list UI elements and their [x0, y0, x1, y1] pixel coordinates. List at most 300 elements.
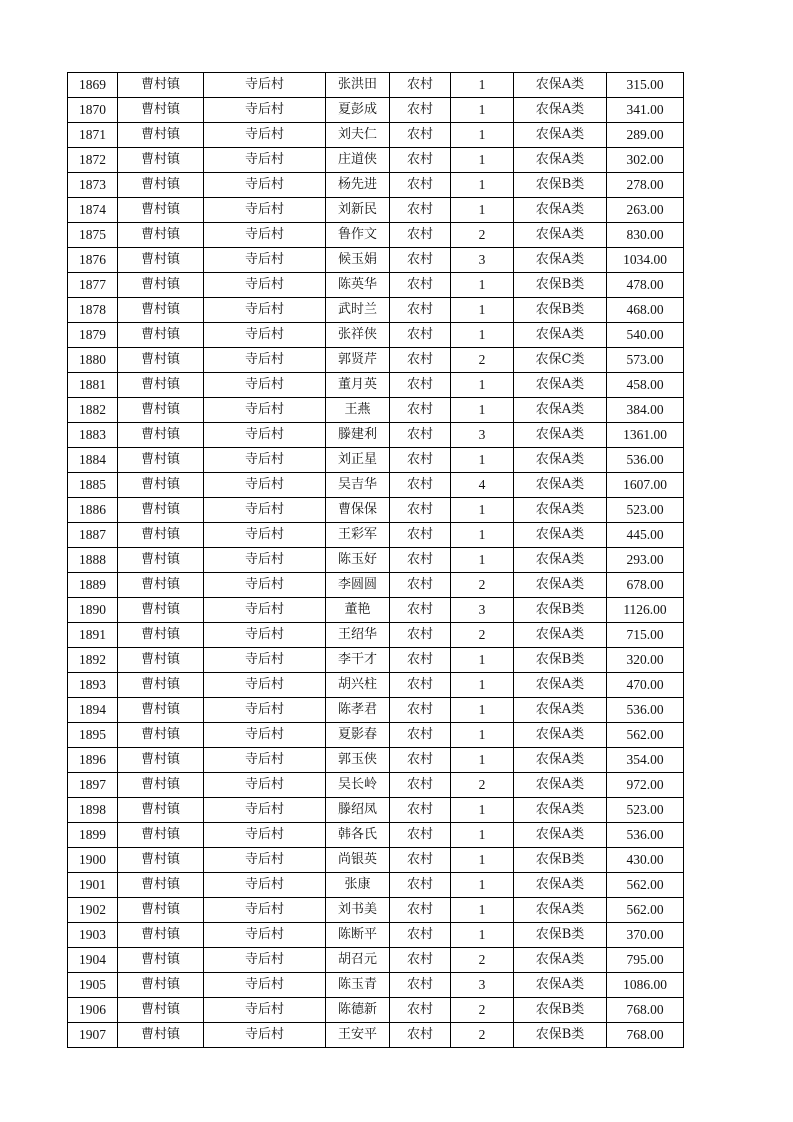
cell-row-number: 1882: [68, 398, 118, 423]
cell-row-number: 1874: [68, 198, 118, 223]
cell-village: 寺后村: [204, 973, 326, 998]
cell-town: 曹村镇: [118, 498, 204, 523]
cell-insurance-category: 农保B类: [514, 923, 607, 948]
cell-household-type: 农村: [390, 973, 451, 998]
cell-member-count: 1: [451, 273, 514, 298]
cell-insurance-category: 农保B类: [514, 1023, 607, 1048]
records-table: [67, 72, 684, 1048]
cell-member-count: 1: [451, 898, 514, 923]
cell-household-type: 农村: [390, 548, 451, 573]
cell-household-type: 农村: [390, 923, 451, 948]
cell-member-count: 1: [451, 148, 514, 173]
cell-village: 寺后村: [204, 548, 326, 573]
cell-amount: 458.00: [607, 373, 684, 398]
cell-name: 陈英华: [326, 273, 390, 298]
cell-name: 张祥侠: [326, 323, 390, 348]
cell-amount: 320.00: [607, 648, 684, 673]
cell-amount: 562.00: [607, 898, 684, 923]
cell-household-type: 农村: [390, 523, 451, 548]
cell-village: 寺后村: [204, 623, 326, 648]
table-row: [68, 498, 684, 523]
table-row: [68, 823, 684, 848]
cell-insurance-category: 农保B类: [514, 273, 607, 298]
cell-name: 庄道侠: [326, 148, 390, 173]
table-row: [68, 473, 684, 498]
cell-name: 滕建利: [326, 423, 390, 448]
cell-name: 郭玉侠: [326, 748, 390, 773]
cell-insurance-category: 农保A类: [514, 623, 607, 648]
cell-member-count: 1: [451, 698, 514, 723]
cell-name: 刘新民: [326, 198, 390, 223]
cell-name: 董艳: [326, 598, 390, 623]
cell-household-type: 农村: [390, 123, 451, 148]
table-row: [68, 173, 684, 198]
cell-row-number: 1891: [68, 623, 118, 648]
table-row: [68, 223, 684, 248]
cell-household-type: 农村: [390, 748, 451, 773]
cell-insurance-category: 农保B类: [514, 298, 607, 323]
table-row: [68, 973, 684, 998]
cell-name: 候玉娟: [326, 248, 390, 273]
table-row: [68, 423, 684, 448]
cell-village: 寺后村: [204, 723, 326, 748]
cell-insurance-category: 农保B类: [514, 648, 607, 673]
cell-town: 曹村镇: [118, 148, 204, 173]
cell-amount: 562.00: [607, 723, 684, 748]
table-row: [68, 448, 684, 473]
cell-town: 曹村镇: [118, 423, 204, 448]
cell-name: 李圆圆: [326, 573, 390, 598]
cell-row-number: 1878: [68, 298, 118, 323]
cell-town: 曹村镇: [118, 648, 204, 673]
cell-member-count: 1: [451, 748, 514, 773]
cell-village: 寺后村: [204, 448, 326, 473]
cell-town: 曹村镇: [118, 748, 204, 773]
table-row: [68, 848, 684, 873]
cell-amount: 468.00: [607, 298, 684, 323]
cell-member-count: 1: [451, 873, 514, 898]
cell-amount: 1086.00: [607, 973, 684, 998]
cell-village: 寺后村: [204, 423, 326, 448]
cell-row-number: 1888: [68, 548, 118, 573]
table-row: [68, 648, 684, 673]
table-row: [68, 548, 684, 573]
cell-village: 寺后村: [204, 73, 326, 98]
cell-row-number: 1883: [68, 423, 118, 448]
cell-household-type: 农村: [390, 273, 451, 298]
cell-village: 寺后村: [204, 298, 326, 323]
cell-member-count: 1: [451, 373, 514, 398]
cell-insurance-category: 农保A类: [514, 523, 607, 548]
cell-amount: 302.00: [607, 148, 684, 173]
cell-village: 寺后村: [204, 473, 326, 498]
cell-member-count: 2: [451, 773, 514, 798]
cell-member-count: 3: [451, 423, 514, 448]
cell-member-count: 1: [451, 523, 514, 548]
cell-row-number: 1902: [68, 898, 118, 923]
cell-name: 陈断平: [326, 923, 390, 948]
cell-member-count: 2: [451, 948, 514, 973]
cell-town: 曹村镇: [118, 223, 204, 248]
cell-town: 曹村镇: [118, 698, 204, 723]
cell-household-type: 农村: [390, 198, 451, 223]
cell-village: 寺后村: [204, 1023, 326, 1048]
cell-household-type: 农村: [390, 998, 451, 1023]
cell-name: 陈玉青: [326, 973, 390, 998]
cell-town: 曹村镇: [118, 173, 204, 198]
cell-household-type: 农村: [390, 148, 451, 173]
cell-household-type: 农村: [390, 898, 451, 923]
table-row: [68, 873, 684, 898]
cell-village: 寺后村: [204, 123, 326, 148]
table-row: [68, 573, 684, 598]
cell-household-type: 农村: [390, 323, 451, 348]
cell-insurance-category: 农保A类: [514, 223, 607, 248]
cell-name: 鲁作文: [326, 223, 390, 248]
cell-insurance-category: 农保A类: [514, 423, 607, 448]
cell-member-count: 1: [451, 198, 514, 223]
cell-insurance-category: 农保A类: [514, 798, 607, 823]
cell-household-type: 农村: [390, 798, 451, 823]
cell-row-number: 1897: [68, 773, 118, 798]
table-row: [68, 623, 684, 648]
cell-name: 刘正星: [326, 448, 390, 473]
cell-amount: 470.00: [607, 673, 684, 698]
cell-household-type: 农村: [390, 648, 451, 673]
cell-household-type: 农村: [390, 423, 451, 448]
cell-name: 尚银英: [326, 848, 390, 873]
cell-member-count: 1: [451, 848, 514, 873]
cell-village: 寺后村: [204, 398, 326, 423]
cell-household-type: 农村: [390, 473, 451, 498]
cell-town: 曹村镇: [118, 573, 204, 598]
table-row: [68, 748, 684, 773]
cell-town: 曹村镇: [118, 1023, 204, 1048]
cell-town: 曹村镇: [118, 798, 204, 823]
cell-row-number: 1885: [68, 473, 118, 498]
cell-village: 寺后村: [204, 848, 326, 873]
cell-name: 夏彭成: [326, 98, 390, 123]
cell-amount: 1607.00: [607, 473, 684, 498]
cell-amount: 562.00: [607, 873, 684, 898]
cell-name: 刘书美: [326, 898, 390, 923]
cell-insurance-category: 农保A类: [514, 248, 607, 273]
cell-amount: 1361.00: [607, 423, 684, 448]
cell-insurance-category: 农保A类: [514, 573, 607, 598]
cell-insurance-category: 农保A类: [514, 148, 607, 173]
cell-household-type: 农村: [390, 848, 451, 873]
cell-insurance-category: 农保B类: [514, 173, 607, 198]
cell-village: 寺后村: [204, 348, 326, 373]
cell-insurance-category: 农保A类: [514, 198, 607, 223]
cell-town: 曹村镇: [118, 623, 204, 648]
cell-insurance-category: 农保A类: [514, 398, 607, 423]
cell-amount: 536.00: [607, 448, 684, 473]
cell-member-count: 1: [451, 123, 514, 148]
cell-member-count: 1: [451, 323, 514, 348]
cell-amount: 1034.00: [607, 248, 684, 273]
cell-town: 曹村镇: [118, 673, 204, 698]
table-row: [68, 123, 684, 148]
cell-amount: 573.00: [607, 348, 684, 373]
table-row: [68, 948, 684, 973]
cell-household-type: 农村: [390, 948, 451, 973]
cell-row-number: 1869: [68, 73, 118, 98]
cell-insurance-category: 农保A类: [514, 973, 607, 998]
cell-amount: 523.00: [607, 798, 684, 823]
cell-amount: 972.00: [607, 773, 684, 798]
cell-member-count: 4: [451, 473, 514, 498]
cell-insurance-category: 农保A类: [514, 698, 607, 723]
cell-member-count: 3: [451, 973, 514, 998]
cell-village: 寺后村: [204, 773, 326, 798]
cell-town: 曹村镇: [118, 773, 204, 798]
cell-household-type: 农村: [390, 298, 451, 323]
cell-town: 曹村镇: [118, 948, 204, 973]
cell-row-number: 1887: [68, 523, 118, 548]
cell-member-count: 1: [451, 548, 514, 573]
cell-amount: 540.00: [607, 323, 684, 348]
cell-row-number: 1903: [68, 923, 118, 948]
cell-row-number: 1884: [68, 448, 118, 473]
cell-town: 曹村镇: [118, 723, 204, 748]
cell-insurance-category: 农保C类: [514, 348, 607, 373]
cell-member-count: 1: [451, 98, 514, 123]
cell-amount: 830.00: [607, 223, 684, 248]
cell-amount: 1126.00: [607, 598, 684, 623]
cell-village: 寺后村: [204, 148, 326, 173]
cell-town: 曹村镇: [118, 823, 204, 848]
table-row: [68, 298, 684, 323]
cell-household-type: 农村: [390, 698, 451, 723]
cell-name: 王彩军: [326, 523, 390, 548]
cell-name: 吴吉华: [326, 473, 390, 498]
cell-amount: 768.00: [607, 998, 684, 1023]
cell-amount: 354.00: [607, 748, 684, 773]
cell-household-type: 农村: [390, 398, 451, 423]
cell-household-type: 农村: [390, 498, 451, 523]
table-row: [68, 898, 684, 923]
cell-town: 曹村镇: [118, 998, 204, 1023]
cell-village: 寺后村: [204, 223, 326, 248]
cell-row-number: 1870: [68, 98, 118, 123]
cell-member-count: 2: [451, 348, 514, 373]
cell-insurance-category: 农保A类: [514, 498, 607, 523]
cell-household-type: 农村: [390, 673, 451, 698]
cell-name: 王燕: [326, 398, 390, 423]
cell-amount: 289.00: [607, 123, 684, 148]
cell-name: 王安平: [326, 1023, 390, 1048]
table-row: [68, 273, 684, 298]
cell-town: 曹村镇: [118, 323, 204, 348]
cell-name: 武时兰: [326, 298, 390, 323]
cell-row-number: 1892: [68, 648, 118, 673]
cell-village: 寺后村: [204, 798, 326, 823]
cell-village: 寺后村: [204, 648, 326, 673]
cell-name: 郭贤芹: [326, 348, 390, 373]
cell-town: 曹村镇: [118, 973, 204, 998]
cell-town: 曹村镇: [118, 398, 204, 423]
cell-amount: 768.00: [607, 1023, 684, 1048]
cell-name: 张洪田: [326, 73, 390, 98]
cell-name: 李干才: [326, 648, 390, 673]
cell-village: 寺后村: [204, 98, 326, 123]
cell-insurance-category: 农保A类: [514, 773, 607, 798]
cell-village: 寺后村: [204, 948, 326, 973]
cell-village: 寺后村: [204, 248, 326, 273]
table-row: [68, 923, 684, 948]
cell-name: 吴长岭: [326, 773, 390, 798]
cell-insurance-category: 农保A类: [514, 98, 607, 123]
cell-name: 董月英: [326, 373, 390, 398]
cell-name: 胡召元: [326, 948, 390, 973]
cell-household-type: 农村: [390, 173, 451, 198]
cell-row-number: 1876: [68, 248, 118, 273]
cell-village: 寺后村: [204, 273, 326, 298]
cell-insurance-category: 农保A类: [514, 873, 607, 898]
cell-insurance-category: 农保B类: [514, 848, 607, 873]
table-row: [68, 148, 684, 173]
cell-insurance-category: 农保A类: [514, 123, 607, 148]
cell-village: 寺后村: [204, 998, 326, 1023]
cell-amount: 478.00: [607, 273, 684, 298]
table-row: [68, 798, 684, 823]
cell-amount: 795.00: [607, 948, 684, 973]
cell-town: 曹村镇: [118, 873, 204, 898]
cell-row-number: 1899: [68, 823, 118, 848]
table-row: [68, 998, 684, 1023]
table-row: [68, 773, 684, 798]
cell-village: 寺后村: [204, 898, 326, 923]
cell-village: 寺后村: [204, 173, 326, 198]
cell-town: 曹村镇: [118, 448, 204, 473]
cell-name: 王绍华: [326, 623, 390, 648]
cell-member-count: 2: [451, 623, 514, 648]
cell-name: 陈孝君: [326, 698, 390, 723]
cell-village: 寺后村: [204, 823, 326, 848]
cell-name: 张康: [326, 873, 390, 898]
cell-household-type: 农村: [390, 773, 451, 798]
cell-member-count: 1: [451, 498, 514, 523]
cell-row-number: 1886: [68, 498, 118, 523]
cell-member-count: 1: [451, 673, 514, 698]
table-row: [68, 598, 684, 623]
cell-row-number: 1904: [68, 948, 118, 973]
cell-household-type: 农村: [390, 823, 451, 848]
cell-town: 曹村镇: [118, 298, 204, 323]
cell-member-count: 1: [451, 648, 514, 673]
table-row: [68, 73, 684, 98]
cell-row-number: 1877: [68, 273, 118, 298]
cell-row-number: 1879: [68, 323, 118, 348]
cell-village: 寺后村: [204, 498, 326, 523]
cell-member-count: 1: [451, 798, 514, 823]
cell-town: 曹村镇: [118, 273, 204, 298]
cell-insurance-category: 农保A类: [514, 823, 607, 848]
cell-household-type: 农村: [390, 723, 451, 748]
cell-town: 曹村镇: [118, 123, 204, 148]
cell-household-type: 农村: [390, 623, 451, 648]
cell-row-number: 1875: [68, 223, 118, 248]
cell-household-type: 农村: [390, 98, 451, 123]
cell-village: 寺后村: [204, 323, 326, 348]
cell-town: 曹村镇: [118, 248, 204, 273]
cell-name: 夏影春: [326, 723, 390, 748]
cell-town: 曹村镇: [118, 898, 204, 923]
cell-member-count: 3: [451, 248, 514, 273]
cell-row-number: 1873: [68, 173, 118, 198]
cell-member-count: 2: [451, 1023, 514, 1048]
cell-amount: 263.00: [607, 198, 684, 223]
cell-insurance-category: 农保A类: [514, 948, 607, 973]
table-row: [68, 1023, 684, 1048]
cell-town: 曹村镇: [118, 923, 204, 948]
cell-member-count: 1: [451, 298, 514, 323]
cell-row-number: 1900: [68, 848, 118, 873]
cell-amount: 536.00: [607, 823, 684, 848]
cell-amount: 278.00: [607, 173, 684, 198]
cell-household-type: 农村: [390, 223, 451, 248]
cell-household-type: 农村: [390, 598, 451, 623]
cell-town: 曹村镇: [118, 348, 204, 373]
cell-insurance-category: 农保A类: [514, 673, 607, 698]
cell-row-number: 1896: [68, 748, 118, 773]
cell-row-number: 1871: [68, 123, 118, 148]
cell-amount: 678.00: [607, 573, 684, 598]
table-row: [68, 673, 684, 698]
cell-town: 曹村镇: [118, 848, 204, 873]
cell-town: 曹村镇: [118, 473, 204, 498]
cell-household-type: 农村: [390, 1023, 451, 1048]
cell-name: 曹保保: [326, 498, 390, 523]
cell-amount: 384.00: [607, 398, 684, 423]
table-row: [68, 373, 684, 398]
cell-village: 寺后村: [204, 523, 326, 548]
cell-household-type: 农村: [390, 448, 451, 473]
cell-row-number: 1889: [68, 573, 118, 598]
table-row: [68, 723, 684, 748]
cell-member-count: 1: [451, 723, 514, 748]
cell-amount: 445.00: [607, 523, 684, 548]
table-row: [68, 698, 684, 723]
cell-row-number: 1890: [68, 598, 118, 623]
table-row: [68, 323, 684, 348]
cell-insurance-category: 农保A类: [514, 448, 607, 473]
cell-town: 曹村镇: [118, 73, 204, 98]
cell-household-type: 农村: [390, 373, 451, 398]
cell-town: 曹村镇: [118, 598, 204, 623]
cell-household-type: 农村: [390, 248, 451, 273]
table-row: [68, 348, 684, 373]
cell-village: 寺后村: [204, 698, 326, 723]
cell-town: 曹村镇: [118, 523, 204, 548]
cell-member-count: 1: [451, 73, 514, 98]
cell-row-number: 1901: [68, 873, 118, 898]
cell-amount: 536.00: [607, 698, 684, 723]
cell-member-count: 1: [451, 823, 514, 848]
cell-insurance-category: 农保A类: [514, 373, 607, 398]
cell-insurance-category: 农保B类: [514, 998, 607, 1023]
cell-insurance-category: 农保A类: [514, 723, 607, 748]
cell-amount: 523.00: [607, 498, 684, 523]
table-row: [68, 523, 684, 548]
cell-member-count: 2: [451, 573, 514, 598]
table-body: [68, 73, 684, 1048]
cell-village: 寺后村: [204, 873, 326, 898]
table-row: [68, 198, 684, 223]
cell-insurance-category: 农保A类: [514, 548, 607, 573]
cell-row-number: 1898: [68, 798, 118, 823]
